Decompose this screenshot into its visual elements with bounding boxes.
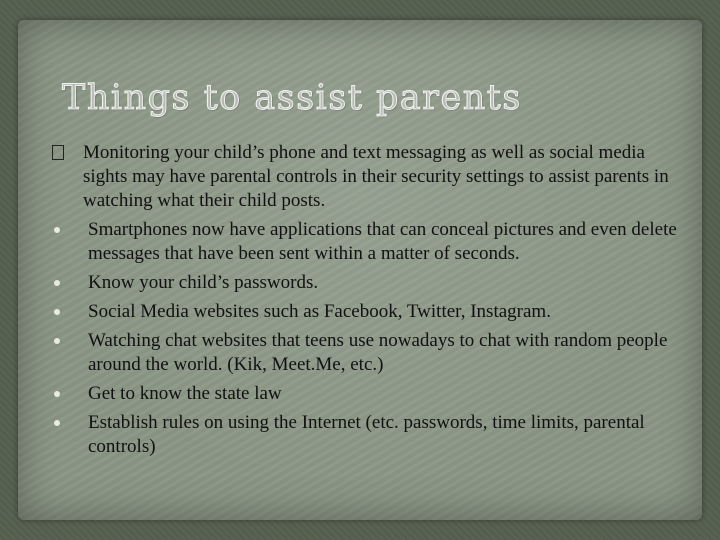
dot-bullet-icon bbox=[54, 309, 60, 315]
slide-panel bbox=[18, 20, 702, 520]
list-item bbox=[52, 382, 692, 406]
list-item-text: Monitoring your child’s phone and text messaging as well as social media sights may have parental controls in their security settings to assist parents in watching what their child posts. bbox=[83, 142, 669, 211]
list-item-text: Watching chat websites that teens use nowadays to chat with random people around the world. (Kik, Meet.Me, etc.) bbox=[88, 330, 668, 375]
dot-bullet-icon bbox=[54, 420, 60, 426]
list-item-text: Know your child’s passwords. bbox=[88, 272, 319, 293]
list-item-text: Social Media websites such as Facebook, Twitter, Instagram. bbox=[88, 301, 551, 322]
list-item-text: Smartphones now have applications that can conceal pictures and even delete messages that have been sent within a matter of seconds. bbox=[88, 219, 677, 264]
list-item bbox=[52, 411, 692, 459]
dot-bullet-icon bbox=[54, 280, 60, 286]
list-item bbox=[52, 271, 692, 295]
bullet-list bbox=[52, 141, 692, 464]
list-item-text: Establish rules on using the Internet (etc. passwords, time limits, parental controls) bbox=[88, 412, 645, 457]
slide-title: Things to assist parents bbox=[62, 78, 522, 118]
dot-bullet-icon bbox=[54, 338, 60, 344]
dot-bullet-icon bbox=[54, 227, 60, 233]
list-item bbox=[52, 141, 692, 213]
list-item-text: Get to know the state law bbox=[88, 383, 282, 404]
dot-bullet-icon bbox=[54, 391, 60, 397]
list-item bbox=[52, 329, 692, 377]
square-bullet-icon bbox=[52, 145, 64, 160]
list-item bbox=[52, 218, 692, 266]
list-item bbox=[52, 300, 692, 324]
